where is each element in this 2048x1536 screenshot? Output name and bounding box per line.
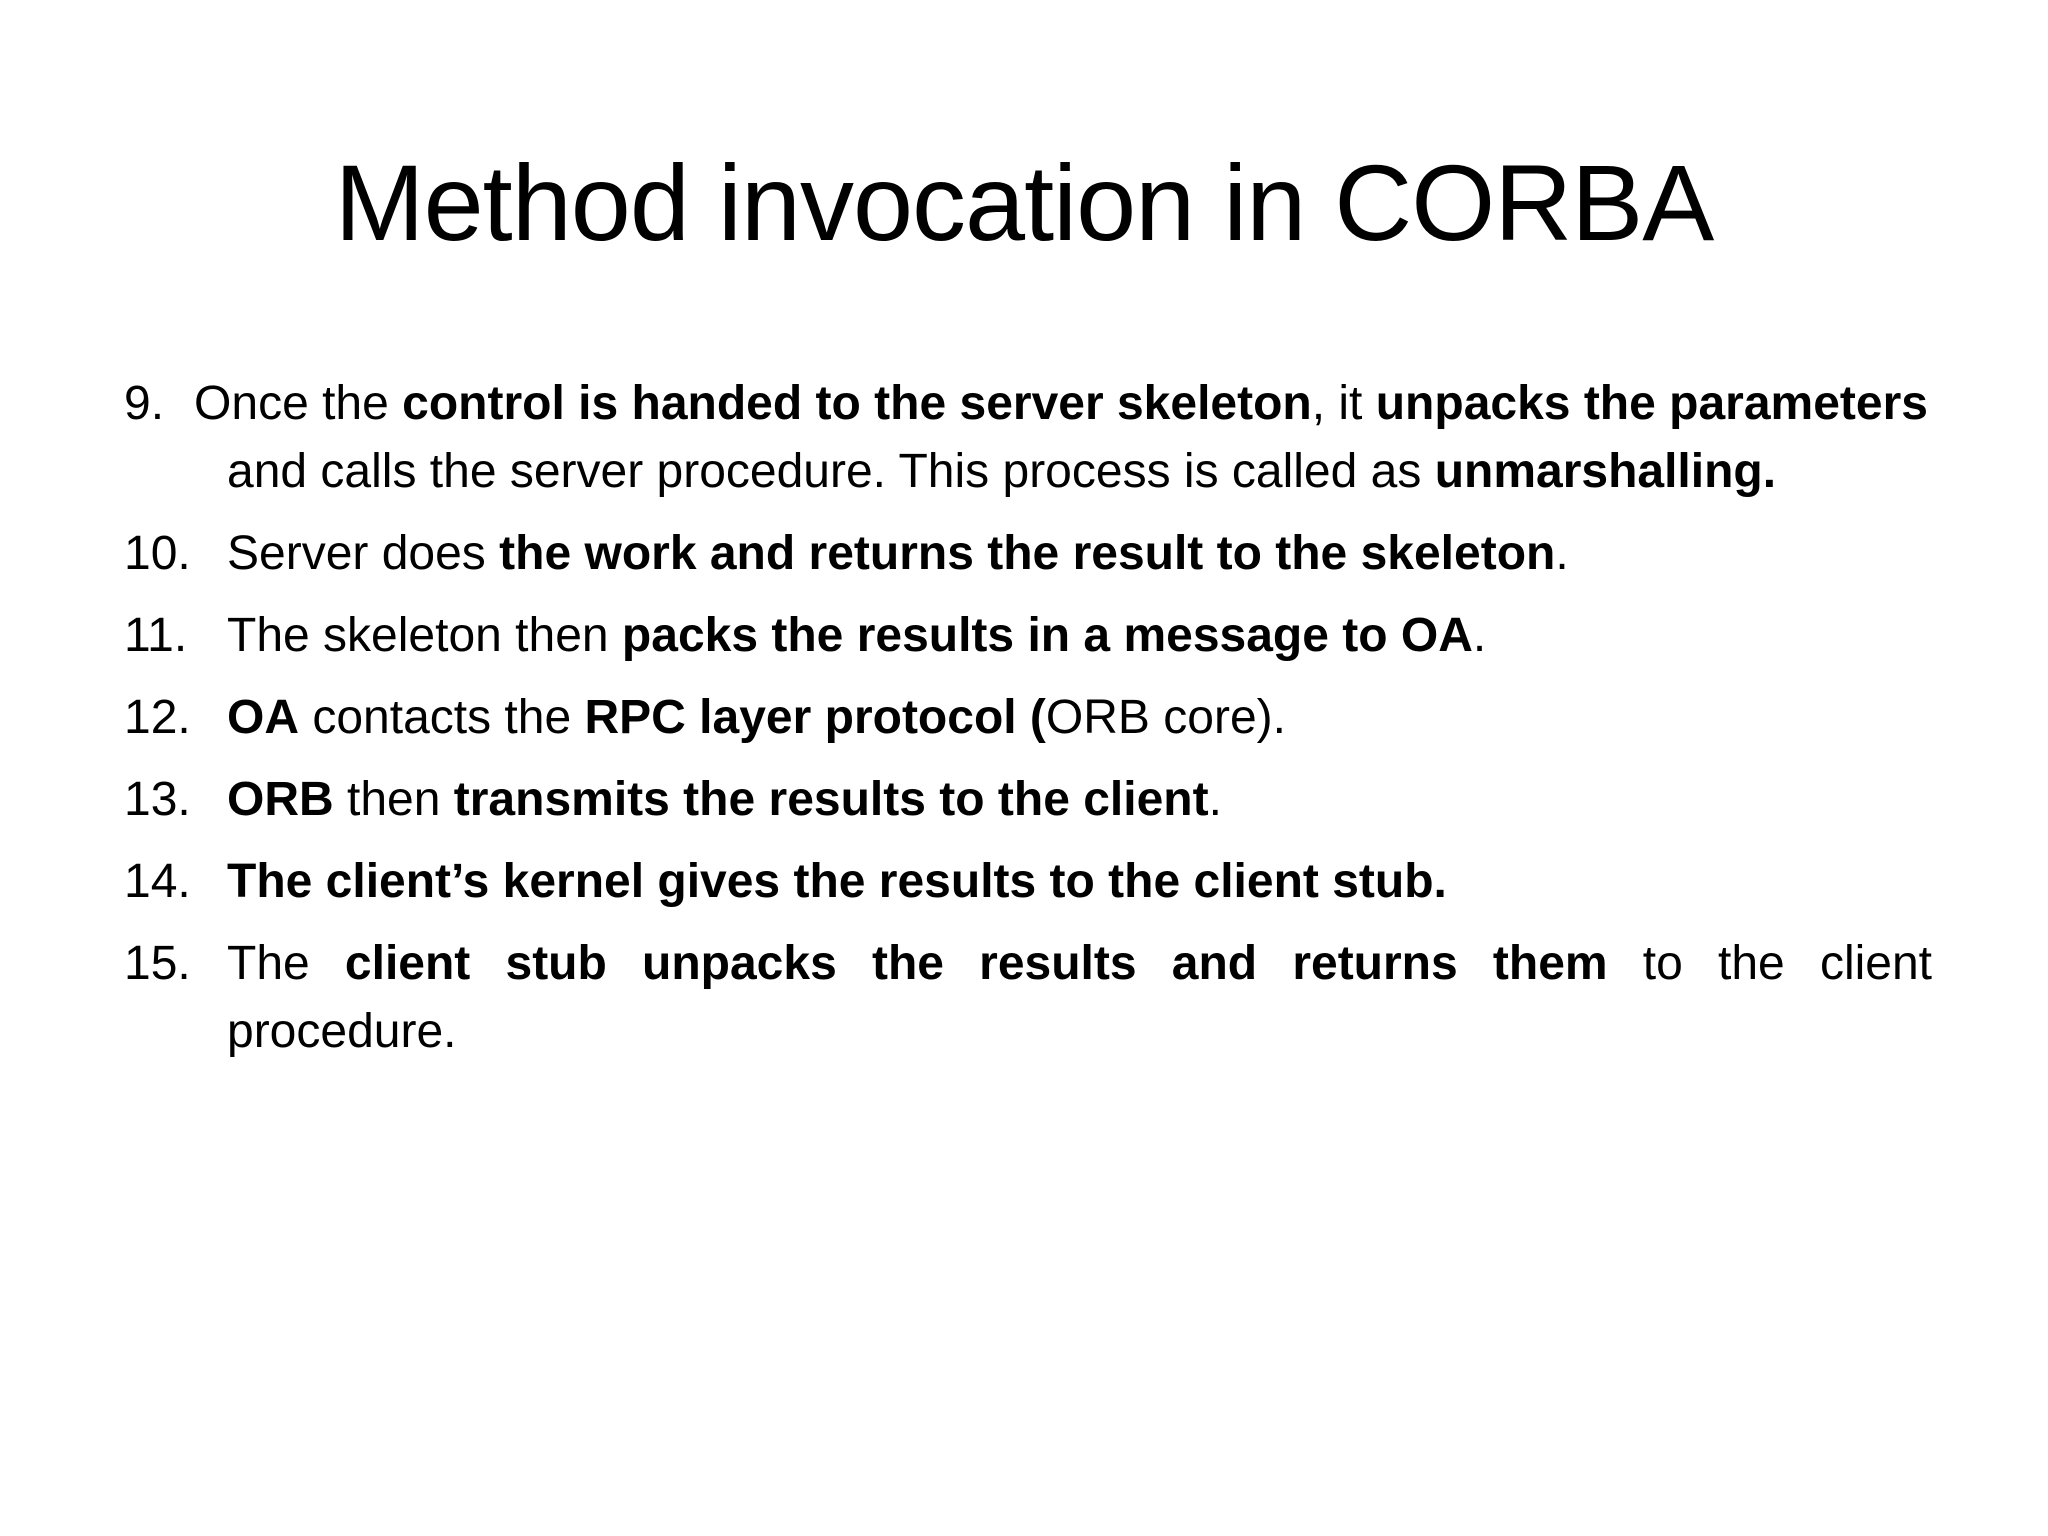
list-item-number: 9. xyxy=(124,377,165,430)
emphasis-text: OA xyxy=(227,691,299,744)
list-item xyxy=(124,684,1932,752)
emphasis-text: RPC layer protocol ( xyxy=(584,691,1046,744)
emphasis-text: client stub unpacks the results and returns them xyxy=(344,937,1608,990)
list-item-text xyxy=(227,848,1932,916)
list-item-number: 13. xyxy=(124,773,191,826)
plain-text: . xyxy=(1555,527,1569,580)
list-item xyxy=(124,848,1932,916)
plain-text: The skeleton then xyxy=(227,609,622,662)
list-item-text xyxy=(227,602,1932,670)
list-item-text xyxy=(227,766,1932,834)
slide-title: Method invocation in CORBA xyxy=(334,142,1714,263)
list-item xyxy=(124,602,1932,670)
plain-text: . xyxy=(1208,773,1222,826)
list-item xyxy=(124,930,1932,1066)
emphasis-text: unmarshalling. xyxy=(1434,445,1777,498)
plain-text: The xyxy=(227,937,345,990)
plain-text: ORB core). xyxy=(1045,691,1286,744)
list-item-number: 12. xyxy=(124,691,191,744)
plain-text: . xyxy=(1472,609,1487,662)
list-item-text xyxy=(227,684,1932,752)
list-item-text xyxy=(194,377,1928,498)
list-item-text xyxy=(227,930,1932,1066)
plain-text: Server does xyxy=(227,527,500,580)
list-item xyxy=(124,370,1932,506)
steps-list xyxy=(124,370,1932,1080)
plain-text: , it xyxy=(1311,377,1376,430)
emphasis-text: the work and returns the result to the skeleton xyxy=(499,527,1556,580)
list-item xyxy=(124,766,1932,834)
plain-text: Once the xyxy=(194,377,403,430)
plain-text: contacts the xyxy=(299,691,585,744)
plain-text: then xyxy=(333,773,454,826)
list-item xyxy=(124,520,1932,588)
emphasis-text: packs the results in a message to OA xyxy=(621,609,1473,662)
list-item-number: 14. xyxy=(124,855,191,908)
list-item-text xyxy=(227,520,1932,588)
plain-text: and calls the server procedure. This process is called as xyxy=(227,445,1435,498)
emphasis-text: control is handed to the server skeleton xyxy=(402,377,1312,430)
list-item-number: 15. xyxy=(124,937,191,990)
emphasis-text: transmits the results to the client xyxy=(453,773,1209,826)
list-item-number: 11. xyxy=(124,609,188,662)
emphasis-text: ORB xyxy=(227,773,334,826)
emphasis-text: unpacks the parameters xyxy=(1375,377,1928,430)
list-item-number: 10. xyxy=(124,527,191,580)
emphasis-text: The client’s kernel gives the results to the client stub. xyxy=(227,855,1447,908)
plain-text: to the client procedure. xyxy=(227,937,1933,1058)
